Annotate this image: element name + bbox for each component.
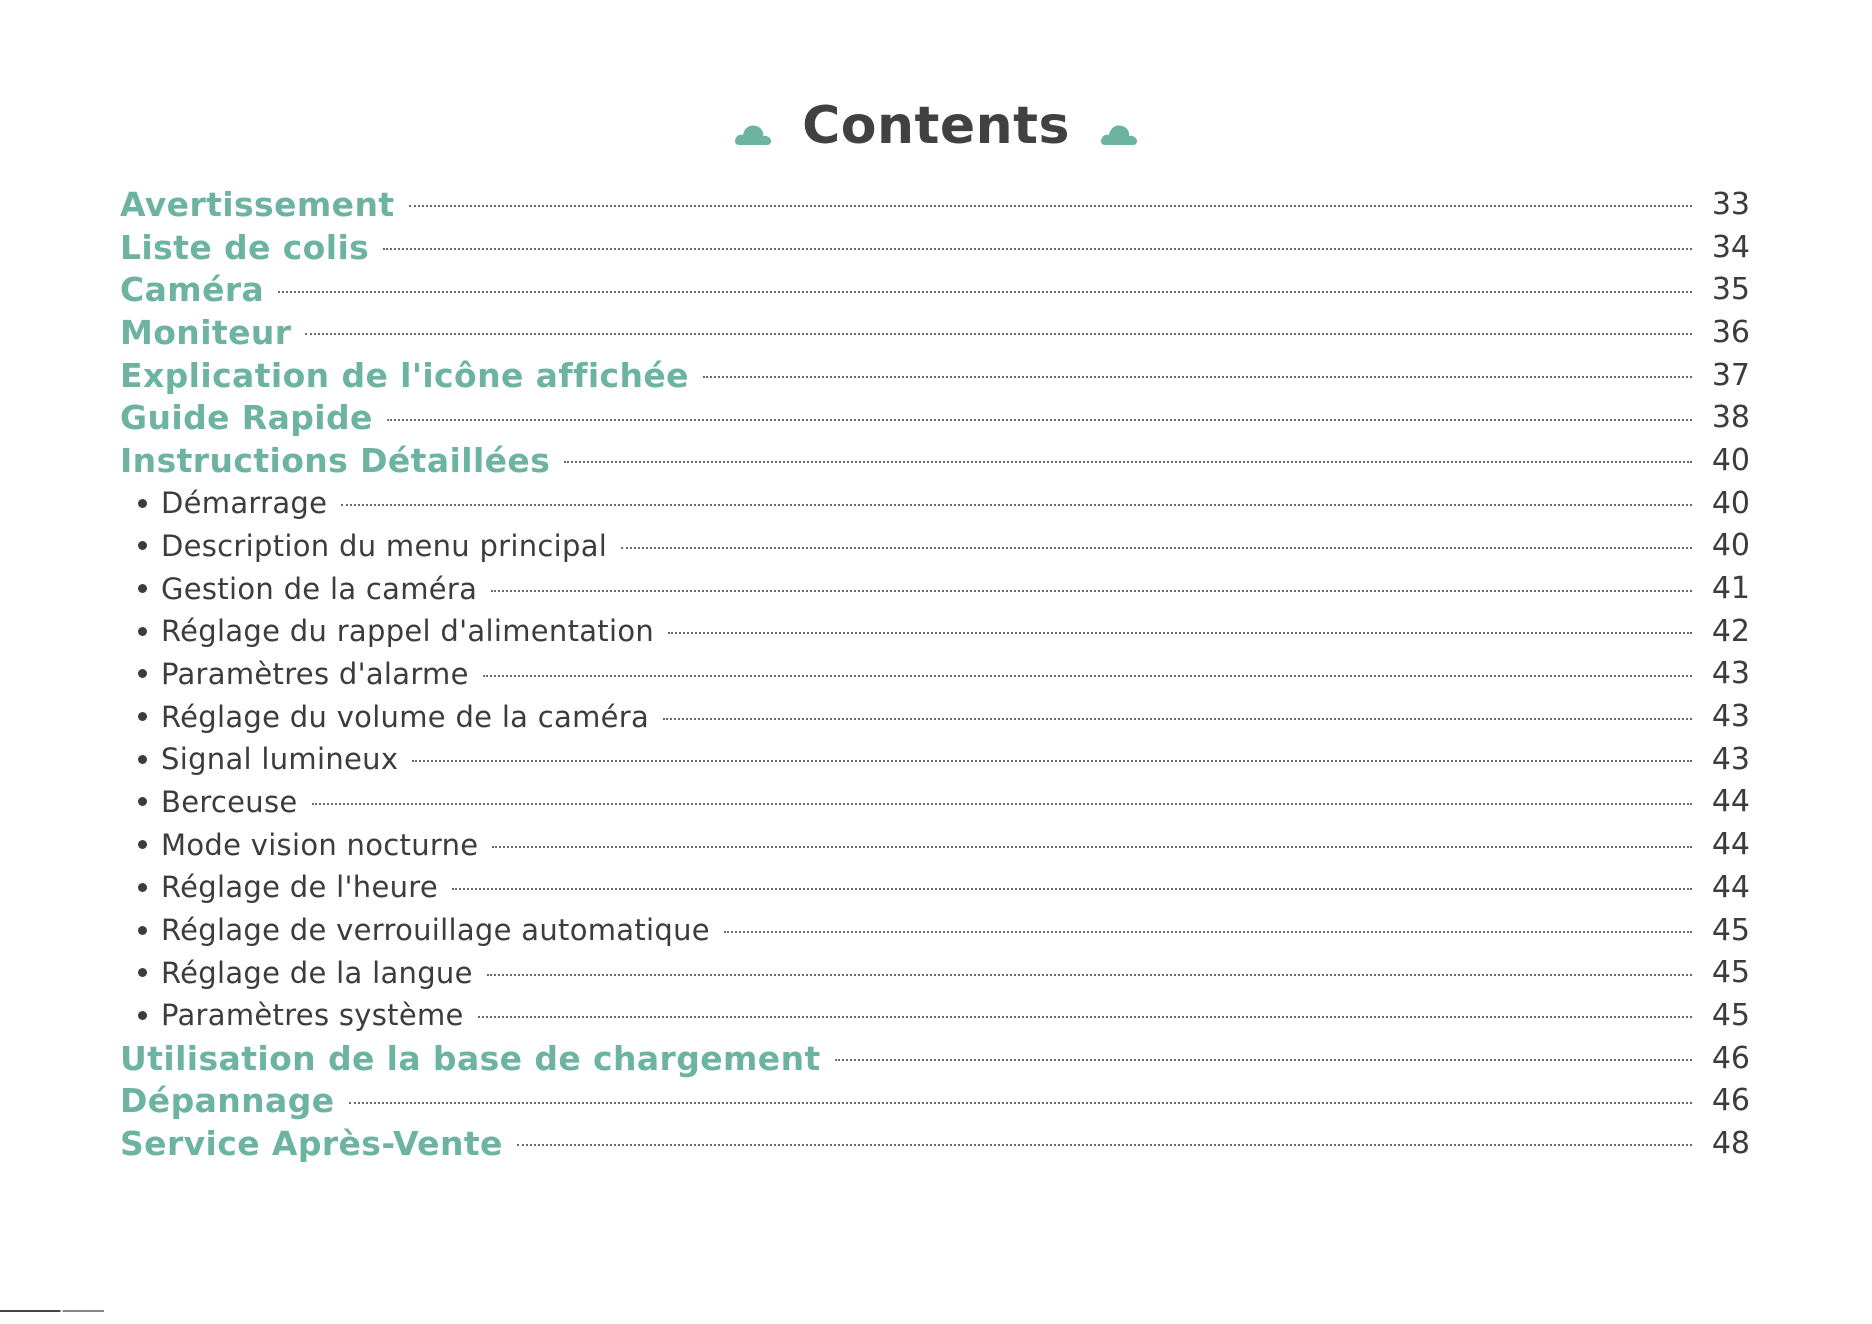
cloud-icon xyxy=(1100,120,1138,146)
toc-entry-label: Réglage de l'heure xyxy=(161,870,439,905)
dot-leader xyxy=(668,632,1692,634)
toc-entry-label: Signal lumineux xyxy=(161,742,399,777)
toc-page-number: 33 xyxy=(1711,186,1750,222)
toc-page-number: 44 xyxy=(1711,869,1750,905)
toc-entry-label: Caméra xyxy=(120,270,265,310)
table-of-contents xyxy=(120,183,1750,1165)
toc-subsection-entry[interactable] xyxy=(120,781,1750,824)
dot-leader xyxy=(517,1144,1692,1146)
dot-leader xyxy=(703,376,1692,378)
toc-entry-label: Réglage du rappel d'alimentation xyxy=(161,614,655,649)
dot-leader xyxy=(312,803,1692,805)
toc-subsection-entry[interactable] xyxy=(120,482,1750,525)
toc-entry-label: Explication de l'icône affichée xyxy=(120,355,689,395)
toc-section-entry[interactable] xyxy=(120,226,1750,269)
dot-leader xyxy=(491,590,1692,592)
toc-subsection-entry[interactable] xyxy=(120,866,1750,909)
toc-page-number: 37 xyxy=(1711,357,1750,393)
toc-entry-label: Utilisation de la base de chargement xyxy=(120,1038,821,1078)
toc-entry-label: Guide Rapide xyxy=(120,398,373,438)
bullet-icon xyxy=(138,926,147,935)
toc-page-number: 44 xyxy=(1711,827,1750,863)
bullet-icon xyxy=(138,627,147,636)
toc-section-entry[interactable] xyxy=(120,354,1750,397)
toc-section-entry[interactable] xyxy=(120,1122,1750,1165)
page-title: Contents xyxy=(802,96,1070,156)
bullet-icon xyxy=(138,840,147,849)
dot-leader xyxy=(492,846,1692,848)
cloud-icon xyxy=(734,120,772,146)
toc-subsection-entry[interactable] xyxy=(120,653,1750,696)
toc-page-number: 35 xyxy=(1711,272,1750,308)
toc-subsection-entry[interactable] xyxy=(120,994,1750,1037)
toc-section-entry[interactable] xyxy=(120,1079,1750,1122)
dot-leader xyxy=(478,1016,1692,1018)
toc-page-number: 40 xyxy=(1711,442,1750,478)
dot-leader xyxy=(341,504,1692,506)
toc-page-number: 43 xyxy=(1711,656,1750,692)
dot-leader xyxy=(487,974,1692,976)
bullet-icon xyxy=(138,499,147,508)
toc-subsection-entry[interactable] xyxy=(120,909,1750,952)
dot-leader xyxy=(564,461,1692,463)
toc-subsection-entry[interactable] xyxy=(120,610,1750,653)
toc-page-number: 41 xyxy=(1711,571,1750,607)
toc-section-entry[interactable] xyxy=(120,396,1750,439)
toc-page-number: 45 xyxy=(1711,912,1750,948)
toc-page-number: 43 xyxy=(1711,741,1750,777)
toc-subsection-entry[interactable] xyxy=(120,823,1750,866)
toc-section-entry[interactable] xyxy=(120,183,1750,226)
dot-leader xyxy=(305,333,1692,335)
toc-section-entry[interactable] xyxy=(120,439,1750,482)
dot-leader xyxy=(621,547,1692,549)
page-header xyxy=(0,88,1872,164)
toc-page-number: 40 xyxy=(1711,528,1750,564)
dot-leader xyxy=(387,419,1692,421)
toc-subsection-entry[interactable] xyxy=(120,695,1750,738)
toc-entry-label: Paramètres système xyxy=(161,998,464,1033)
bullet-icon xyxy=(138,883,147,892)
bullet-icon xyxy=(138,669,147,678)
toc-subsection-entry[interactable] xyxy=(120,738,1750,781)
toc-page-number: 43 xyxy=(1711,699,1750,735)
toc-section-entry[interactable] xyxy=(120,268,1750,311)
toc-page-number: 42 xyxy=(1711,613,1750,649)
toc-entry-label: Réglage de la langue xyxy=(161,955,473,990)
toc-entry-label: Service Après-Vente xyxy=(120,1123,503,1163)
bullet-icon xyxy=(138,712,147,721)
dot-leader xyxy=(278,291,1692,293)
toc-page-number: 34 xyxy=(1711,229,1750,265)
toc-entry-label: Dépannage xyxy=(120,1081,335,1121)
dot-leader xyxy=(452,888,1692,890)
dot-leader xyxy=(409,205,1692,207)
toc-page-number: 36 xyxy=(1711,314,1750,350)
bullet-icon xyxy=(138,968,147,977)
toc-entry-label: Réglage de verrouillage automatique xyxy=(161,913,710,948)
toc-subsection-entry[interactable] xyxy=(120,525,1750,568)
toc-page-number: 45 xyxy=(1711,955,1750,991)
toc-page-number: 48 xyxy=(1711,1125,1750,1161)
toc-entry-label: Mode vision nocturne xyxy=(161,827,479,862)
toc-entry-label: Description du menu principal xyxy=(161,528,608,563)
dot-leader xyxy=(483,675,1692,677)
toc-entry-label: Avertissement xyxy=(120,184,395,224)
toc-entry-label: Berceuse xyxy=(161,784,298,819)
toc-page-number: 45 xyxy=(1711,997,1750,1033)
page-corner-mark xyxy=(0,1310,104,1312)
toc-page-number: 40 xyxy=(1711,485,1750,521)
dot-leader xyxy=(383,248,1692,250)
dot-leader xyxy=(724,931,1692,933)
toc-page-number: 44 xyxy=(1711,784,1750,820)
toc-subsection-entry[interactable] xyxy=(120,951,1750,994)
bullet-icon xyxy=(138,797,147,806)
toc-entry-label: Moniteur xyxy=(120,312,292,352)
dot-leader xyxy=(663,718,1692,720)
toc-section-entry[interactable] xyxy=(120,1037,1750,1080)
toc-subsection-entry[interactable] xyxy=(120,567,1750,610)
bullet-icon xyxy=(138,584,147,593)
dot-leader xyxy=(412,760,1692,762)
dot-leader xyxy=(349,1102,1692,1104)
toc-page-number: 38 xyxy=(1711,400,1750,436)
toc-page-number: 46 xyxy=(1711,1040,1750,1076)
dot-leader xyxy=(835,1059,1692,1061)
bullet-icon xyxy=(138,1011,147,1020)
bullet-icon xyxy=(138,755,147,764)
toc-entry-label: Réglage du volume de la caméra xyxy=(161,699,650,734)
toc-entry-label: Liste de colis xyxy=(120,227,370,267)
toc-entry-label: Gestion de la caméra xyxy=(161,571,478,606)
toc-entry-label: Instructions Détaillées xyxy=(120,440,551,480)
toc-section-entry[interactable] xyxy=(120,311,1750,354)
toc-page-number: 46 xyxy=(1711,1083,1750,1119)
toc-entry-label: Paramètres d'alarme xyxy=(161,656,469,691)
bullet-icon xyxy=(138,541,147,550)
toc-entry-label: Démarrage xyxy=(161,486,328,521)
